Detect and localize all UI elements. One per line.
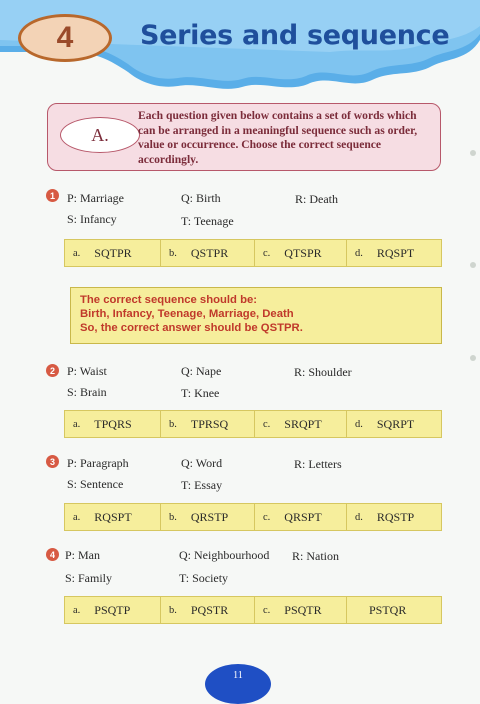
- word-item: P: Man: [65, 548, 101, 562]
- chapter-title: Series and sequence: [140, 20, 450, 51]
- word-item: R: Letters: [294, 457, 342, 471]
- option-d[interactable]: d. SQRPT: [355, 416, 415, 431]
- edge-mark: [470, 355, 476, 361]
- option-c[interactable]: c. QTSPR: [255, 240, 347, 266]
- answer-line: The correct sequence should be:: [80, 294, 258, 306]
- chapter-number: 4: [56, 21, 74, 54]
- word-item: Q: Neighbourhood: [179, 548, 270, 562]
- question-number-badge: 2: [46, 364, 59, 377]
- option-a[interactable]: a. TPQRS: [65, 411, 161, 437]
- option-d[interactable]: d. RQSPT: [355, 245, 415, 260]
- page-number: 11: [233, 670, 243, 681]
- chapter-number-badge: [18, 14, 112, 62]
- word-item: R: Nation: [292, 549, 339, 563]
- option-b[interactable]: b. QSTPR: [161, 240, 255, 266]
- word-item: S: Brain: [67, 385, 107, 399]
- option-a[interactable]: a. PSQTP: [65, 597, 161, 623]
- options-bar: [64, 596, 442, 624]
- option-d[interactable]: PSTQR: [369, 602, 407, 617]
- word-item: Q: Word: [181, 456, 223, 470]
- word-item: P: Marriage: [67, 191, 124, 205]
- word-item: R: Death: [295, 192, 338, 206]
- answer-line: Birth, Infancy, Teenage, Marriage, Death: [80, 308, 294, 320]
- options-bar: [64, 239, 442, 267]
- word-item: Q: Birth: [181, 191, 221, 205]
- question-number-badge: 1: [46, 189, 59, 202]
- word-item: S: Infancy: [67, 212, 117, 226]
- answer-explanation-box: [70, 287, 442, 344]
- option-c[interactable]: c. QRSPT: [255, 504, 347, 530]
- word-item: R: Shoulder: [294, 365, 352, 379]
- options-bar: [64, 503, 442, 531]
- word-item: T: Society: [179, 571, 229, 585]
- section-label: [60, 117, 140, 153]
- word-item: P: Paragraph: [67, 456, 129, 470]
- word-item: P: Waist: [67, 364, 107, 378]
- question-number-badge: 3: [46, 455, 59, 468]
- edge-mark: [470, 262, 476, 268]
- word-item: S: Sentence: [67, 477, 124, 491]
- page-number-badge: [205, 664, 271, 704]
- edge-mark: [470, 150, 476, 156]
- option-a[interactable]: a. RQSPT: [65, 504, 161, 530]
- section-label-text: A.: [91, 124, 109, 145]
- option-b[interactable]: b. QRSTP: [161, 504, 255, 530]
- word-item: S: Family: [65, 571, 113, 585]
- option-c[interactable]: c. PSQTR: [255, 597, 347, 623]
- option-b[interactable]: b. TPRSQ: [161, 411, 255, 437]
- option-d[interactable]: d. RQSTP: [355, 509, 415, 524]
- instruction-text: Each question given below contains a set of words which can be arranged in a meaningful sequence such as order, value or occurrence. Choose the correct sequence accordingly.: [138, 109, 418, 166]
- question-number-badge: 4: [46, 548, 59, 561]
- option-b[interactable]: b. PQSTR: [161, 597, 255, 623]
- option-c[interactable]: c. SRQPT: [255, 411, 347, 437]
- options-bar: [64, 410, 442, 438]
- word-item: Q: Nape: [181, 364, 222, 378]
- answer-line: So, the correct answer should be QSTPR.: [80, 322, 303, 334]
- option-a[interactable]: a. SQTPR: [65, 240, 161, 266]
- word-item: T: Essay: [181, 478, 223, 492]
- word-item: T: Knee: [181, 386, 220, 400]
- word-item: T: Teenage: [181, 214, 234, 228]
